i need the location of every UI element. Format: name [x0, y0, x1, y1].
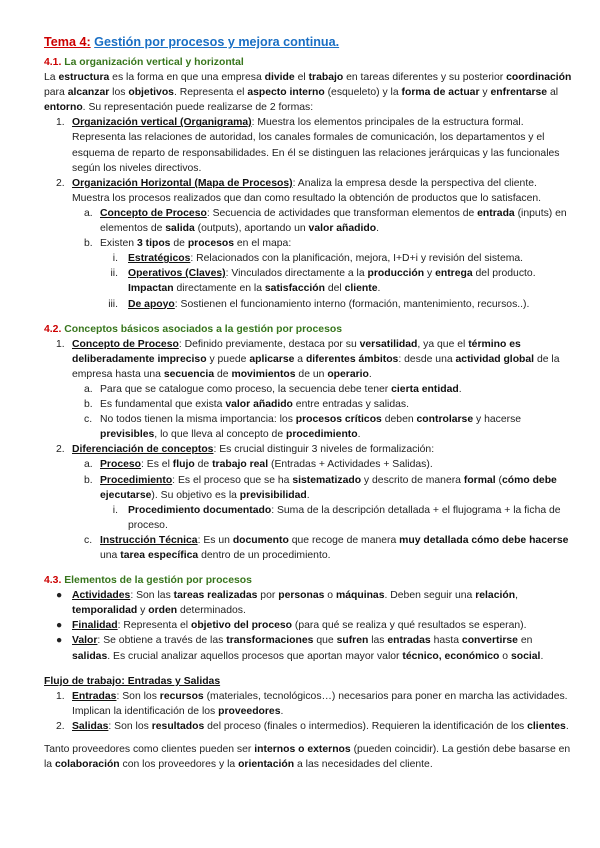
list-item-text: No todos tienen la misma importancia: los procesos críticos deben controlarse y hacerse previsibles, lo que lleva al concepto de procedimiento.: [100, 414, 522, 441]
sub-sub-list-item: [100, 297, 572, 312]
list-item: [44, 689, 572, 719]
numbered-list: [44, 337, 572, 563]
sub-list-item: [72, 236, 572, 311]
list-item-text: Procedimiento: Es el proceso que se ha sistematizado y descrito de manera formal (cómo debe ejecutarse). Su objetivo es la previsibilidad.: [100, 474, 557, 501]
list-item: [44, 176, 572, 312]
list-marker: ii.: [110, 268, 118, 280]
topic-number: Tema 4:: [44, 35, 91, 49]
list-item-text: Para que se catalogue como proceso, la secuencia debe tener cierta entidad.: [100, 383, 462, 395]
sub-sub-list-item: [100, 251, 572, 266]
list-item-text: Finalidad: Representa el objetivo del proceso (para qué se realiza y qué resultados se esperan).: [72, 620, 527, 632]
sub-list-item: [72, 382, 572, 397]
sub-list-item: [72, 397, 572, 412]
section-number: 4.3.: [44, 575, 62, 587]
list-marker: i.: [112, 253, 118, 265]
list-item-text: Proceso: Es el flujo de trabajo real (Entradas + Actividades + Salidas).: [100, 459, 433, 471]
list-marker: b.: [84, 474, 93, 486]
list-item-text: Es fundamental que exista valor añadido entre entradas y salidas.: [100, 399, 409, 411]
list-marker: c.: [84, 534, 93, 546]
list-item-text: Procedimiento documentado: Suma de la descripción detallada + el flujograma + la ficha de proceso.: [128, 504, 561, 531]
bullet-item: [44, 618, 572, 633]
list-marker: c.: [84, 414, 93, 426]
list-marker: iii.: [108, 298, 118, 310]
list-marker: a.: [84, 459, 93, 471]
section-number: 4.2.: [44, 323, 62, 335]
sub-list: [72, 382, 572, 442]
sub-list-item: [72, 206, 572, 236]
sub-sub-list-item: [100, 503, 572, 533]
list-item: [44, 719, 572, 734]
section-heading-4-3: [44, 573, 572, 588]
list-item-text: Organización vertical (Organigrama): Muestra los elementos principales de la estructura formal. Representa las relaciones de autoridad, los canales formales de comunicación, los departamentos y el esquema de reparto de responsabilidades. En él se distinguen las relaciones jerárquicas y las funcionales según los niveles directivos.: [72, 117, 560, 174]
list-item-text: Diferenciación de conceptos: Es crucial distinguir 3 niveles de formalización:: [72, 444, 435, 456]
list-marker: 2.: [56, 177, 65, 189]
list-marker: i.: [112, 504, 118, 516]
section-title: La organización vertical y horizontal: [64, 57, 244, 68]
paragraph-closing: Tanto proveedores como clientes pueden ser internos o externos (pueden coincidir). La gestión debe basarse en la colaboración con los proveedores y la orientación a las necesidades del cliente.: [44, 744, 571, 771]
sub-sub-list-item: [100, 266, 572, 296]
list-item: [44, 442, 572, 563]
bullet-icon: ●: [56, 635, 63, 647]
list-marker: 2.: [56, 720, 65, 732]
sub-list-item: [72, 533, 572, 563]
numbered-list: [44, 115, 572, 311]
section-heading-4-2: [44, 322, 572, 337]
bullet-icon: ●: [56, 590, 63, 602]
sub-list: [72, 206, 572, 312]
list-item: [44, 337, 572, 443]
page-title: [44, 34, 572, 51]
subheading-flow: Flujo de trabajo: Entradas y Salidas: [44, 675, 221, 687]
list-marker: 2.: [56, 444, 65, 456]
sub-sub-list: [100, 503, 572, 533]
list-item: [44, 115, 572, 175]
bullet-list: [44, 588, 572, 663]
numbered-list: [44, 689, 572, 734]
section-title: Elementos de la gestión por procesos: [64, 575, 252, 587]
list-item-text: Valor: Se obtiene a través de las transformaciones que sufren las entradas hasta convertirse en salidas. Es crucial analizar aquellos procesos que aportan mayor valor técnico, económico o social.: [72, 635, 544, 662]
list-marker: 1.: [56, 117, 65, 129]
bullet-icon: ●: [56, 620, 63, 632]
topic-name: Gestión por procesos y mejora continua.: [94, 35, 340, 49]
list-marker: b.: [84, 238, 93, 250]
list-marker: a.: [84, 207, 93, 219]
list-item-text: Entradas: Son los recursos (materiales, tecnológicos…) necesarios para poner en marcha las actividades. Implican la identificación de los proveedores.: [72, 690, 568, 717]
list-item-text: Estratégicos: Relacionados con la planificación, mejora, I+D+i y revisión del sistema.: [128, 253, 524, 265]
section-number: 4.1.: [44, 57, 62, 68]
list-item-text: Concepto de Proceso: Secuencia de actividades que transforman elementos de entrada (inputs) en elementos de salida (outputs), aportando un valor añadido.: [100, 207, 567, 235]
section-heading-4-1: [44, 55, 572, 70]
sub-list-item: [72, 457, 572, 472]
list-marker: b.: [84, 399, 93, 411]
list-item-text: Organización Horizontal (Mapa de Procesos): Analiza la empresa desde la perspectiva del cliente. Muestra los procesos realizados que dan como resultado la obtención de productos que lo satisfacen.: [72, 177, 542, 204]
sub-sub-list: [100, 251, 572, 311]
bullet-item: [44, 588, 572, 618]
list-item-text: Actividades: Son las tareas realizadas por personas o máquinas. Deben seguir una relación, temporalidad y orden determinados.: [72, 590, 518, 617]
sub-list-item: [72, 412, 572, 442]
list-marker: a.: [84, 383, 93, 395]
sub-list: [72, 457, 572, 563]
list-item-text: De apoyo: Sostienen el funcionamiento interno (formación, mantenimiento, recursos..).: [128, 298, 530, 310]
list-item-text: Existen 3 tipos de procesos en el mapa:: [100, 238, 292, 250]
list-item-text: Instrucción Técnica: Es un documento que recoge de manera muy detallada cómo debe hacerse una tarea específica dentro de un procedimiento.: [100, 534, 569, 561]
paragraph-intro: La estructura es la forma en que una empresa divide el trabajo en tareas diferentes y su posterior coordinación para alcanzar los objetivos. Representa el aspecto interno (esqueleto) y la forma de actuar y enfrentarse al entorno. Su representación puede realizarse de 2 formas:: [44, 72, 572, 114]
bullet-item: [44, 633, 572, 663]
list-item-text: Concepto de Proceso: Definido previamente, destaca por su versatilidad, ya que el término es deliberadamente impreciso y puede aplicarse a diferentes ámbitos: desde una actividad global de la empresa hasta una secuencia de movimientos de un operario.: [72, 338, 560, 380]
sub-list-item: [72, 473, 572, 533]
list-marker: 1.: [56, 338, 65, 350]
list-item-text: Salidas: Son los resultados del proceso (finales o intermedios). Requieren la identificación de los clientes.: [72, 720, 569, 732]
section-title: Conceptos básicos asociados a la gestión por procesos: [64, 323, 342, 335]
list-item-text: Operativos (Claves): Vinculados directamente a la producción y entrega del producto. Impactan directamente en la satisfacción del cliente.: [128, 268, 536, 295]
list-marker: 1.: [56, 690, 65, 702]
